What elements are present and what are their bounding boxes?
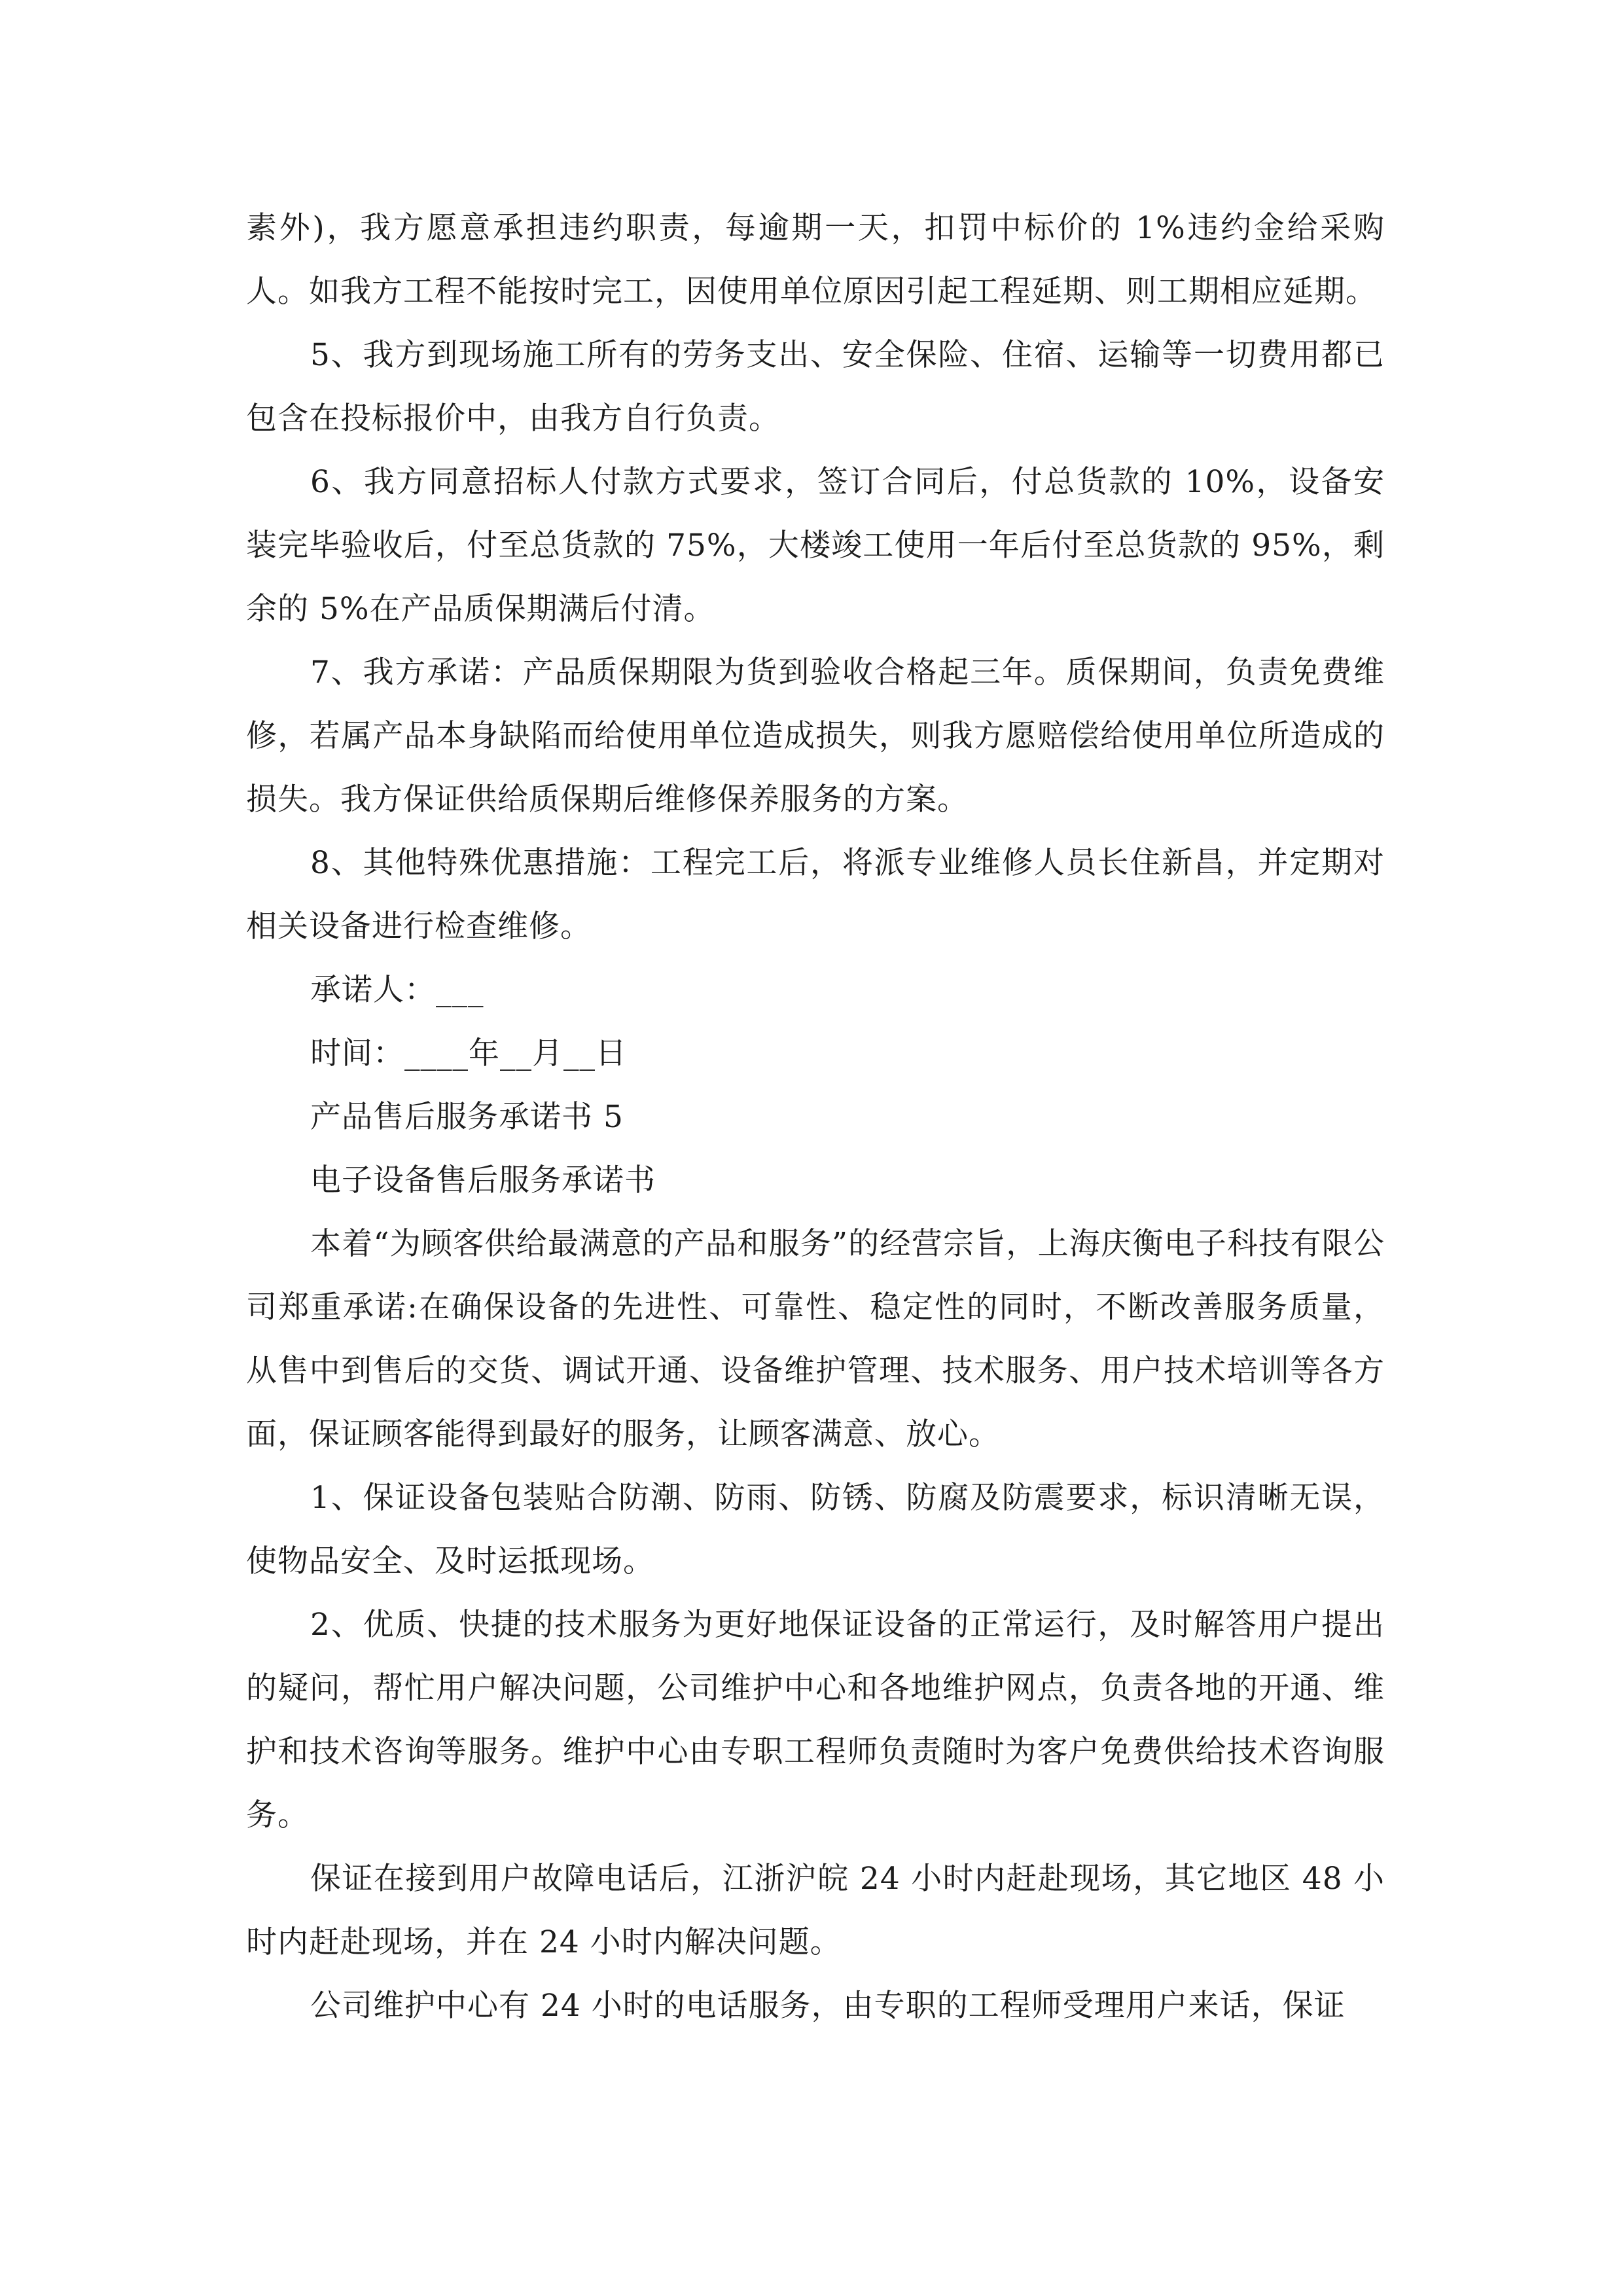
paragraph-hotline: 公司维护中心有 24 小时的电话服务，由专职的工程师受理用户来话，保证 [310, 1988, 1346, 2024]
paragraph-intro: 本着“为顾客供给最满意的产品和服务”的经营宗旨，上海庆衡电子科技有限公司郑重承诺:在确保设备的先进性、可靠性、稳定性的同时，不断改善服务质量，从售中到售后的交货、调试开通、设备维护管理、技术服务、用户技术培训等各方面，保证顾客能得到最好的服务，让顾客满意、放心。 [246, 1226, 1385, 1452]
promisor-line: 承诺人：___ [310, 972, 484, 1008]
paragraph-service-2: 2、优质、快捷的技术服务为更好地保证设备的正常运行，及时解答用户提出的疑问，帮忙用户解决问题，公司维护中心和各地维护网点，负责各地的开通、维护和技术咨询等服务。维护中心由专职工程师负责随时为客户免费供给技术咨询服务。 [246, 1607, 1385, 1833]
paragraph-item-5: 5、我方到现场施工所有的劳务支出、安全保险、住宿、运输等一切费用都已包含在投标报价中，由我方自行负责。 [246, 337, 1385, 437]
paragraph-item-8: 8、其他特殊优惠措施：工程完工后，将派专业维修人员长住新昌，并定期对相关设备进行检查维修。 [246, 845, 1385, 944]
paragraph-breach-penalty: 素外)，我方愿意承担违约职责，每逾期一天，扣罚中标价的 1%违约金给采购人。如我方工程不能按时完工，因使用单位原因引起工程延期、则工期相应延期。 [246, 210, 1385, 310]
section-title: 产品售后服务承诺书 5 [310, 1099, 624, 1135]
paragraph-service-1: 1、保证设备包装贴合防潮、防雨、防锈、防腐及防震要求，标识清晰无误，使物品安全、及时运抵现场。 [246, 1480, 1385, 1579]
document-title: 电子设备售后服务承诺书 [310, 1162, 656, 1198]
paragraph-item-7: 7、我方承诺：产品质保期限为货到验收合格起三年。质保期间，负责免费维修，若属产品本身缺陷而给使用单位造成损失，则我方愿赔偿给使用单位所造成的损失。我方保证供给质保期后维修保养服务的方案。 [246, 655, 1385, 817]
document-body [246, 196, 1385, 2037]
date-line: 时间：____年__月__日 [310, 1035, 627, 1071]
paragraph-item-6: 6、我方同意招标人付款方式要求，签订合同后，付总货款的 10%，设备安装完毕验收后，付至总货款的 75%，大楼竣工使用一年后付至总货款的 95%，剩余的 5%在产品质保期满后付清。 [246, 464, 1385, 627]
paragraph-response-time: 保证在接到用户故障电话后，江浙沪皖 24 小时内赶赴现场，其它地区 48 小时内赶赴现场，并在 24 小时内解决问题。 [246, 1861, 1385, 1960]
